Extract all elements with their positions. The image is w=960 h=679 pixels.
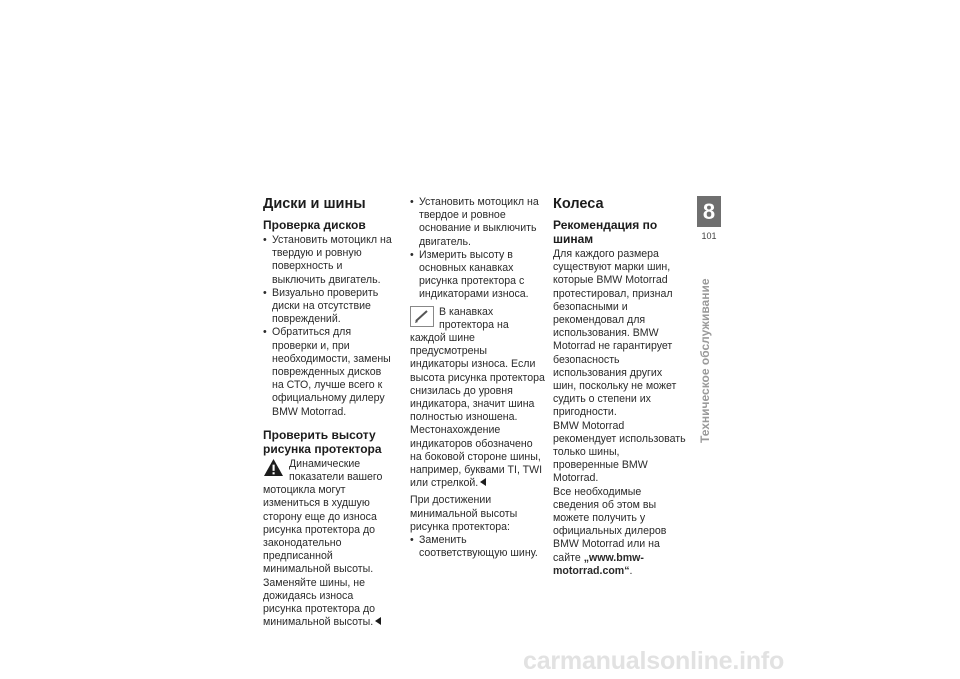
chapter-sidebar bbox=[697, 196, 721, 443]
watermark: carmanualsonline.info bbox=[523, 647, 785, 675]
replace-list bbox=[410, 534, 545, 560]
info-note bbox=[410, 306, 545, 491]
tread-steps-list bbox=[410, 196, 545, 302]
list-item: • Заменить соответствующую шину. bbox=[410, 534, 545, 560]
paragraph: Для каждого размера существуют марки шин, которые BMW Motorrad протестировал, признал безопасными и рекомендовал для использования. BMW Motorrad не гарантирует безопасность использования других шин, поскольку не может судить о степени их пригодности. bbox=[553, 248, 677, 419]
end-arrow-icon bbox=[480, 478, 486, 486]
warning-note bbox=[263, 458, 395, 630]
list-item: • Установить мотоцикл на твердую и ровную поверхность и выключить двигатель. bbox=[263, 234, 395, 287]
column-middle bbox=[410, 196, 545, 560]
column-right bbox=[553, 196, 688, 578]
heading-check-rims: Проверка дисков bbox=[263, 218, 366, 232]
note-text: В канавках протектора на каждой шине предусмотрены индикаторы износа. Если высота рисунка протектора снизилась до уровня индикатора, значит шина полностью изношена. Местонахождение индикаторов обозначено на боковой стороне шины, например, буквами TI, TWI или стрелкой. bbox=[410, 305, 545, 490]
list-item: • Установить мотоцикл на твердое и ровное основание и выключить двигатель. bbox=[410, 196, 545, 249]
end-arrow-icon bbox=[375, 617, 381, 625]
list-item: • Визуально проверить диски на отсутствие повреждений. bbox=[263, 287, 395, 327]
chapter-number: 8 bbox=[697, 196, 721, 227]
warning-triangle-icon bbox=[263, 458, 284, 477]
section-title-wheels: Колеса bbox=[553, 196, 604, 212]
paragraph-text: Все необходимые сведения об этом вы можете получить у официальных дилеров BMW Motorrad или на сайте bbox=[553, 485, 667, 564]
chapter-title: Техническое обслуживание bbox=[698, 278, 712, 443]
paragraph-end: . bbox=[629, 564, 633, 577]
column-left bbox=[263, 196, 395, 629]
website-link[interactable]: „www.bmw-motorrad.com“ bbox=[553, 551, 644, 577]
list-item: • Обратиться для проверки и, при необходимости, замены поврежденных дисков на СТО, лучше всего к официальному дилеру BMW Motorrad. bbox=[263, 326, 395, 418]
paragraph: При достижении минимальной высоты рисунка протектора: bbox=[410, 494, 518, 533]
paragraph: BMW Motorrad рекомендует использовать только шины, проверенные BMW Motorrad. bbox=[553, 419, 686, 485]
check-rims-list bbox=[263, 234, 395, 419]
section-title-rims-tires: Диски и шины bbox=[263, 196, 366, 212]
heading-tire-recommendation: Рекомендация по шинам bbox=[553, 218, 658, 246]
pen-note-icon bbox=[410, 306, 434, 327]
page-number: 101 bbox=[701, 231, 717, 241]
list-item: • Измерить высоту в основных канавках рисунка протектора с индикаторами износа. bbox=[410, 249, 545, 302]
warning-text: Динамические показатели вашего мотоцикла могут измениться в худшую сторону еще до износа рисунка протектора до законодательно предписанной минимальной высоты. Заменяйте шины, не дожидаясь износа рисунка протектора до минимальной высоты. bbox=[263, 457, 383, 629]
paragraph bbox=[553, 486, 688, 578]
heading-tread-depth: Проверить высоту рисунка протектора bbox=[263, 427, 382, 456]
